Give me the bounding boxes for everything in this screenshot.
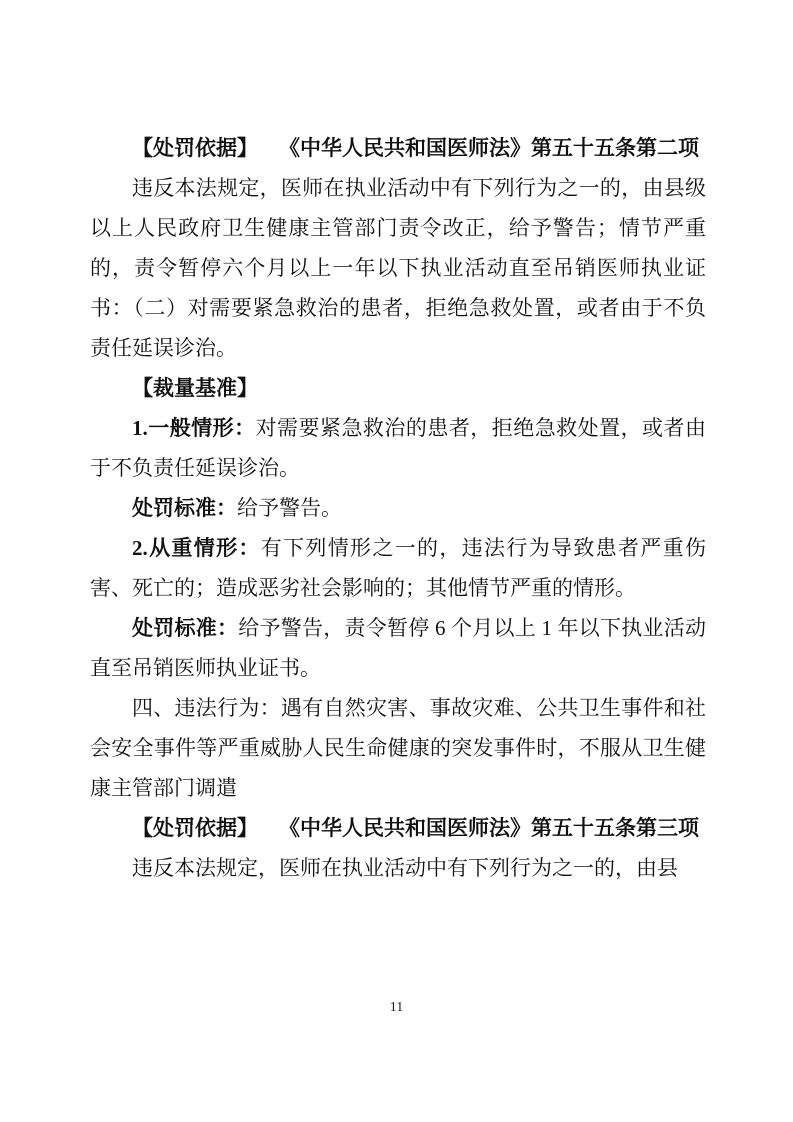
penalty-basis-heading-2 bbox=[90, 808, 706, 848]
text-run: 有下列情形之一的，违法行为导致患者严重伤害、死亡的；造成恶劣社会影响的；其他情节严重的情形。 bbox=[90, 536, 707, 600]
violation-clause-text-2 bbox=[90, 848, 706, 888]
text-run: 四、违法行为：遇有自然灾害、事故灾难、公共卫生事件和社会安全事件等严重威胁人民生命健康的突发事件时，不服从卫生健康主管部门调遣 bbox=[90, 696, 706, 800]
bold-text-run: 【处罚依据】 《中华人民共和国医师法》第五十五条第二项 bbox=[132, 136, 699, 160]
violation-clause-text-1 bbox=[90, 168, 706, 368]
bold-text-run: 1.一般情形： bbox=[132, 416, 256, 440]
page-footer bbox=[0, 998, 793, 1018]
text-run: 给予警告。 bbox=[237, 496, 342, 520]
penalty-basis-heading-1 bbox=[90, 128, 706, 168]
bold-text-run: 处罚标准： bbox=[132, 496, 237, 520]
illegal-act-4 bbox=[90, 688, 706, 808]
penalty-standard-2 bbox=[90, 608, 706, 688]
bold-text-run: 处罚标准： bbox=[132, 616, 239, 640]
bold-text-run: 【裁量基准】 bbox=[132, 376, 258, 400]
document-body bbox=[90, 128, 706, 888]
text-run: 违反本法规定，医师在执业活动中有下列行为之一的，由县级以上人民政府卫生健康主管部门责令改正，给予警告；情节严重的，责令暂停六个月以上一年以下执业活动直至吊销医师执业证书：（二）对需要紧急救治的患者，拒绝急救处置，或者由于不负责任延误诊治。 bbox=[90, 176, 706, 360]
bold-text-run: 2.从重情形： bbox=[132, 536, 261, 560]
text-run: 对需要紧急救治的患者，拒绝急救处置，或者由于不负责任延误诊治。 bbox=[90, 416, 706, 480]
bold-text-run: 【处罚依据】 《中华人民共和国医师法》第五十五条第三项 bbox=[132, 816, 699, 840]
page-number: 11 bbox=[389, 1000, 404, 1015]
text-run: 给予警告，责令暂停 6 个月以上 1 年以下执业活动直至吊销医师执业证书。 bbox=[90, 616, 706, 680]
discretion-benchmark-heading bbox=[90, 368, 706, 408]
aggravated-circumstance bbox=[90, 528, 706, 608]
penalty-standard-1 bbox=[90, 488, 706, 528]
text-run: 违反本法规定，医师在执业活动中有下列行为之一的，由县 bbox=[132, 856, 678, 880]
general-circumstance bbox=[90, 408, 706, 488]
